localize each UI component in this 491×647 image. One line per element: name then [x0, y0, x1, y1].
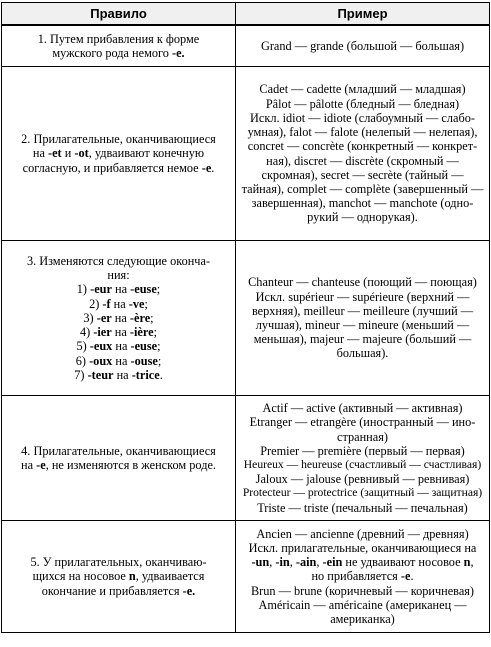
- rule-text: щихся на носовое: [32, 569, 129, 584]
- rule-cell: [2, 67, 236, 241]
- example-line: Chanteur — chanteuse (поющий — поющая): [248, 275, 477, 290]
- example-cell: [236, 25, 490, 67]
- rule-cell: [2, 25, 236, 67]
- example-line: Triste — triste (печальный — печальная): [257, 500, 468, 515]
- ending-to: -euse: [130, 339, 158, 354]
- ending-list-item: [6, 282, 231, 296]
- table-row: [2, 396, 490, 521]
- ending-from: -eux: [89, 339, 113, 354]
- ending-list-item: [6, 311, 231, 325]
- example-text: ,: [269, 555, 276, 570]
- example-line: умная), falot — falote (нелепый — нелепая),: [247, 125, 478, 140]
- ending-to: -ère: [129, 310, 151, 325]
- rule-ending: -et: [48, 146, 62, 161]
- item-number: 3): [83, 310, 97, 325]
- example-line: меньшая), majeur — majeure (больший —: [253, 332, 472, 347]
- ending-list-item: [6, 297, 231, 311]
- item-text: на: [111, 310, 130, 325]
- example-line: Heureux — heureuse (счастливый — счастливая): [243, 458, 482, 471]
- example-cell: [236, 67, 490, 241]
- rule-line: 4. Прилагательные, оканчивающиеся: [21, 443, 216, 458]
- example-cell: [236, 396, 490, 521]
- rules-table: [1, 2, 490, 633]
- item-text: на: [113, 367, 132, 382]
- rule-text: на: [32, 146, 48, 161]
- item-number: 2): [89, 296, 103, 311]
- item-text: ;: [153, 325, 158, 340]
- example-line: Ancien — ancienne (древний — древняя): [256, 526, 469, 541]
- example-ending: -ein: [322, 555, 343, 570]
- item-number: 7): [74, 367, 88, 382]
- rule-letter: n: [128, 569, 136, 584]
- ending-list-item: [6, 339, 231, 353]
- rule-ending: -e: [36, 458, 46, 472]
- table-row: [2, 67, 490, 241]
- rule-ending: -e.: [182, 583, 196, 598]
- rule-text: , удваивают конечную: [88, 146, 205, 161]
- example-text: ,: [316, 555, 323, 570]
- example-line: скромная), secret — secrète (тайный —: [261, 167, 464, 182]
- example-line: [240, 569, 485, 583]
- rule-text: .: [211, 160, 215, 175]
- ending-list-item: [6, 368, 231, 382]
- item-text: на: [110, 296, 129, 311]
- item-number: 5): [76, 339, 90, 354]
- rule-text: на: [21, 458, 37, 472]
- example-line: concret — concrète (конкретный — конкрет-: [247, 139, 478, 154]
- example-line: Cadet — cadette (младший — младшая): [259, 82, 466, 97]
- example-line: завершенная), manchot — manchote (одно-: [251, 196, 474, 211]
- rule-line: [6, 46, 231, 60]
- example-line: [240, 555, 485, 569]
- example-text: не удваивают носовое: [342, 555, 464, 570]
- ending-to: -ière: [129, 325, 154, 340]
- rule-line: 2. Прилагательные, оканчивающиеся: [21, 132, 216, 147]
- rule-line: ния:: [107, 268, 130, 283]
- example-line: большая).: [336, 346, 389, 361]
- example-line: странная): [337, 429, 388, 444]
- example-ending: -un: [251, 555, 270, 570]
- example-line: Protecteur — protectrice (защитный — защитная): [242, 486, 483, 500]
- example-cell: [236, 241, 490, 396]
- rule-ending: -ot: [74, 146, 89, 161]
- ending-list-item: [6, 354, 231, 368]
- ending-to: -euse: [130, 282, 157, 297]
- example-line: Jaloux — jalouse (ревнивый — ревнивая): [255, 472, 470, 487]
- table-row: [2, 521, 490, 633]
- example-line: американка): [330, 612, 395, 626]
- rule-line: [6, 146, 231, 160]
- item-text: ;: [157, 339, 161, 354]
- rule-line: [6, 569, 231, 583]
- item-text: на: [112, 339, 131, 354]
- header-example: Пример: [236, 3, 490, 26]
- example-letter: n: [463, 555, 471, 570]
- example-line: ная), discret — discrète (скромный —: [266, 153, 459, 168]
- item-text: ;: [156, 282, 161, 297]
- ending-to: -trice: [131, 367, 160, 382]
- item-text: ;: [157, 353, 162, 368]
- example-text: .: [410, 569, 414, 584]
- example-line: лучшая), mineur — mineure (меньший —: [255, 318, 470, 332]
- item-text: ;: [144, 296, 148, 311]
- example-line: Искл. supérieur — supérieure (верхний —: [255, 289, 470, 304]
- example-line: Actif — active (активный — активная): [262, 401, 463, 416]
- rule-line: 5. У прилагательных, оканчиваю-: [30, 555, 207, 570]
- ending-to: -ouse: [130, 353, 158, 368]
- rule-ending: -e: [201, 160, 212, 175]
- ending-list-item: [6, 325, 231, 339]
- rule-line: [6, 161, 231, 175]
- example-line: тайная), complet — complète (завершенный —: [241, 181, 484, 196]
- example-line: Pâlot — pâlotte (бледный — бледная): [265, 96, 460, 111]
- rule-text: и: [61, 146, 75, 161]
- example-cell: [236, 521, 490, 633]
- item-number: 1): [76, 282, 91, 297]
- table-row: [2, 241, 490, 396]
- ending-from: -f: [102, 296, 111, 311]
- example-line: Искл. прилагательные, оканчивающиеся на: [248, 540, 477, 555]
- item-text: .: [159, 367, 163, 382]
- item-text: на: [111, 325, 130, 340]
- ending-list: [6, 282, 231, 381]
- example-line: Искл. idiot — idiote (слабоумный — слабо-: [250, 110, 475, 125]
- example-line: Grand — grande (большой — большая): [260, 38, 465, 53]
- item-number: 4): [79, 325, 94, 340]
- rule-line: 1. Путем прибавления к форме: [37, 31, 200, 46]
- example-line: верхняя), meilleur — meilleure (лучший —: [251, 303, 474, 318]
- rule-line: [6, 458, 231, 472]
- table-header-row: [2, 3, 490, 26]
- ending-from: -er: [96, 310, 112, 325]
- example-line: Brun — brune (коричневый — коричневая): [250, 583, 475, 598]
- table-row: [2, 25, 490, 67]
- example-line: Américain — américaine (американец —: [258, 597, 467, 612]
- rule-ending: -e.: [171, 46, 185, 60]
- example-text: ,: [470, 555, 474, 570]
- rule-cell: [2, 241, 236, 396]
- example-text: но прибавляется: [311, 569, 401, 584]
- item-text: ;: [150, 310, 154, 325]
- rule-cell: [2, 521, 236, 633]
- rule-text: окончание и прибавляется: [41, 583, 183, 598]
- example-ending: -ain: [295, 555, 317, 570]
- item-text: на: [112, 353, 131, 368]
- ending-to: -ve: [128, 296, 145, 311]
- rule-line: 3. Изменяются следующие оконча-: [26, 254, 211, 269]
- rule-text: , удваивается: [135, 569, 205, 584]
- rule-text: мужского рода немого: [52, 46, 172, 60]
- item-text: на: [111, 282, 131, 297]
- example-line: Premier — première (первый — первая): [260, 443, 465, 458]
- example-ending: -in: [275, 555, 290, 570]
- ending-from: -oux: [89, 353, 113, 368]
- example-line: рукий — однорукая).: [307, 210, 418, 225]
- example-ending: -e: [400, 569, 411, 584]
- header-rule: Правило: [2, 3, 236, 26]
- rule-text: , не изменяются в женском роде.: [45, 458, 216, 472]
- rule-text: согласную, и прибавляется немое: [22, 160, 202, 175]
- rule-cell: [2, 396, 236, 521]
- example-text: ,: [289, 555, 296, 570]
- ending-from: -eur: [90, 282, 112, 297]
- example-line: Etranger — etrangère (иностранный — ино-: [249, 415, 476, 430]
- rule-line: [6, 584, 231, 598]
- item-number: 6): [75, 353, 90, 368]
- ending-from: -teur: [87, 367, 114, 382]
- ending-from: -ier: [93, 325, 112, 340]
